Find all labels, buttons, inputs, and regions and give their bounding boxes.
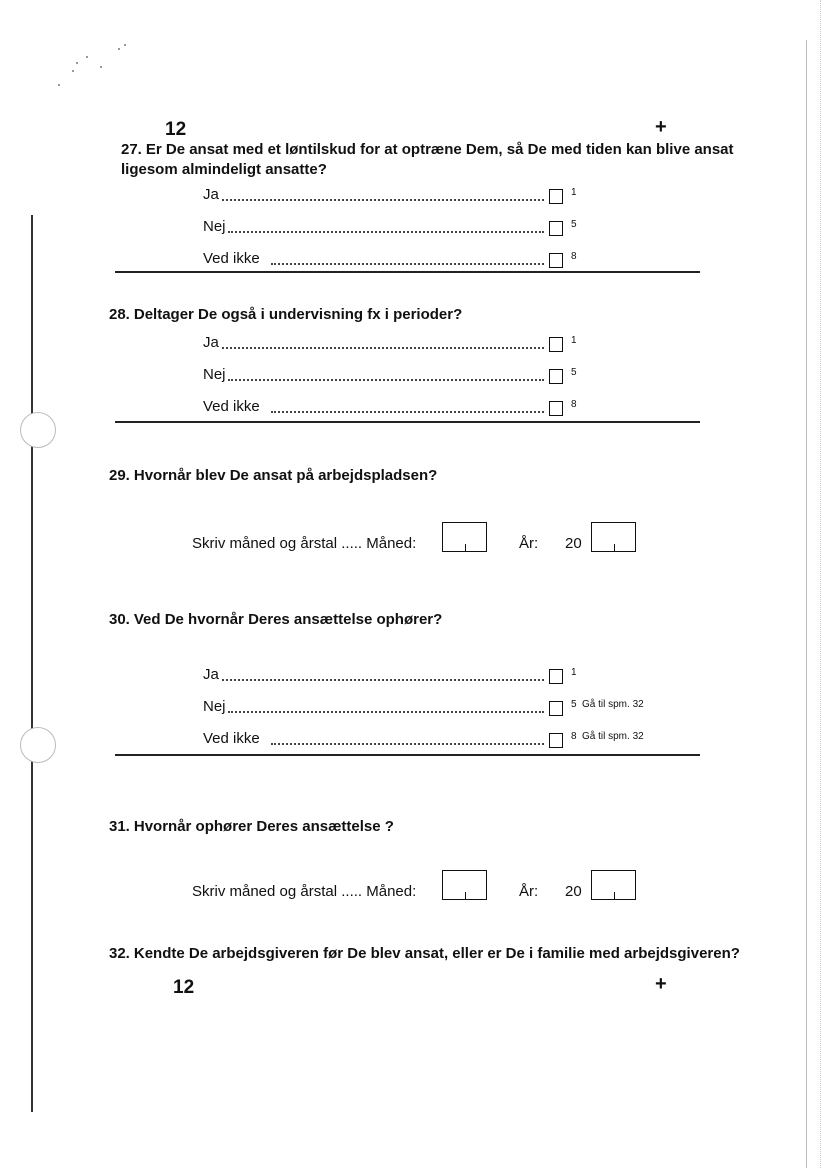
option-code: 1 xyxy=(571,667,577,678)
question-number: 27. xyxy=(121,141,142,158)
option-row xyxy=(203,247,673,269)
date-entry-row xyxy=(192,866,652,902)
checkbox[interactable] xyxy=(549,369,563,384)
date-prompt: Skriv måned og årstal ..... Måned: xyxy=(192,535,417,552)
option-label: Ja xyxy=(203,186,219,203)
punch-hole-top xyxy=(20,412,56,448)
option-code: 5 xyxy=(571,699,577,710)
option-row xyxy=(203,395,673,417)
divider xyxy=(115,754,700,756)
question-30 xyxy=(109,610,779,630)
checkbox[interactable] xyxy=(549,401,563,416)
registration-mark-top: + xyxy=(655,116,667,138)
option-label: Ved ikke xyxy=(203,250,260,267)
option-code: 5 xyxy=(571,219,577,230)
checkbox[interactable] xyxy=(549,669,563,684)
question-27 xyxy=(121,140,781,180)
question-number: 31. xyxy=(109,818,130,835)
option-code: 8 xyxy=(571,731,577,742)
option-row xyxy=(203,183,673,205)
page-edge-dots xyxy=(820,0,822,1168)
question-28 xyxy=(109,305,779,325)
punch-hole-bottom xyxy=(20,727,56,763)
question-number: 30. xyxy=(109,611,130,628)
question-number: 28. xyxy=(109,306,130,323)
skip-instruction: Gå til spm. 32 xyxy=(582,699,644,710)
option-label: Ja xyxy=(203,666,219,683)
option-row xyxy=(203,727,673,749)
question-text: Kendte De arbejdsgiveren før De blev ansat, eller er De i familie med arbejdsgiveren? xyxy=(133,945,740,962)
question-31 xyxy=(109,817,779,837)
page-edge-line xyxy=(806,40,807,1168)
question-32 xyxy=(109,944,789,964)
checkbox[interactable] xyxy=(549,701,563,716)
year-label: År: xyxy=(519,535,539,552)
option-code: 5 xyxy=(571,367,577,378)
year-prefix: 20 xyxy=(565,883,582,900)
option-label: Ja xyxy=(203,334,219,351)
page-number-top: 12 xyxy=(165,119,187,140)
option-row xyxy=(203,331,673,353)
option-label: Ved ikke xyxy=(203,398,260,415)
binding-line xyxy=(31,215,33,1112)
question-number: 32. xyxy=(109,945,130,962)
option-label: Nej xyxy=(203,218,226,235)
page-number-bottom: 12 xyxy=(173,977,195,998)
question-text: Hvornår blev De ansat på arbejdspladsen? xyxy=(133,467,438,484)
skip-instruction: Gå til spm. 32 xyxy=(582,731,644,742)
divider xyxy=(115,421,700,423)
question-text: Deltager De også i undervisning fx i perioder? xyxy=(133,306,463,323)
option-code: 8 xyxy=(571,251,577,262)
option-code: 1 xyxy=(571,335,577,346)
checkbox[interactable] xyxy=(549,733,563,748)
divider xyxy=(115,271,700,273)
checkbox[interactable] xyxy=(549,253,563,268)
checkbox[interactable] xyxy=(549,337,563,352)
question-text: Hvornår ophører Deres ansættelse ? xyxy=(133,818,394,835)
scan-specks xyxy=(58,40,138,90)
date-entry-row xyxy=(192,518,652,554)
option-code: 8 xyxy=(571,399,577,410)
month-input-box[interactable] xyxy=(442,870,487,900)
date-prompt: Skriv måned og årstal ..... Måned: xyxy=(192,883,417,900)
option-row xyxy=(203,215,673,237)
checkbox[interactable] xyxy=(549,221,563,236)
option-row xyxy=(203,695,673,717)
question-number: 29. xyxy=(109,467,130,484)
year-input-box[interactable] xyxy=(591,522,636,552)
registration-mark-bottom: + xyxy=(655,973,667,995)
year-label: År: xyxy=(519,883,539,900)
option-row xyxy=(203,363,673,385)
question-text: Ved De hvornår Deres ansættelse ophører? xyxy=(133,611,443,628)
option-code: 1 xyxy=(571,187,577,198)
option-label: Ved ikke xyxy=(203,730,260,747)
question-text: Er De ansat med et løntilskud for at optræne Dem, så De med tiden kan blive ansat ligesom almindeligt ansatte? xyxy=(121,141,734,178)
checkbox[interactable] xyxy=(549,189,563,204)
month-input-box[interactable] xyxy=(442,522,487,552)
option-row xyxy=(203,663,673,685)
option-label: Nej xyxy=(203,366,226,383)
question-29 xyxy=(109,466,779,486)
year-prefix: 20 xyxy=(565,535,582,552)
option-label: Nej xyxy=(203,698,226,715)
year-input-box[interactable] xyxy=(591,870,636,900)
